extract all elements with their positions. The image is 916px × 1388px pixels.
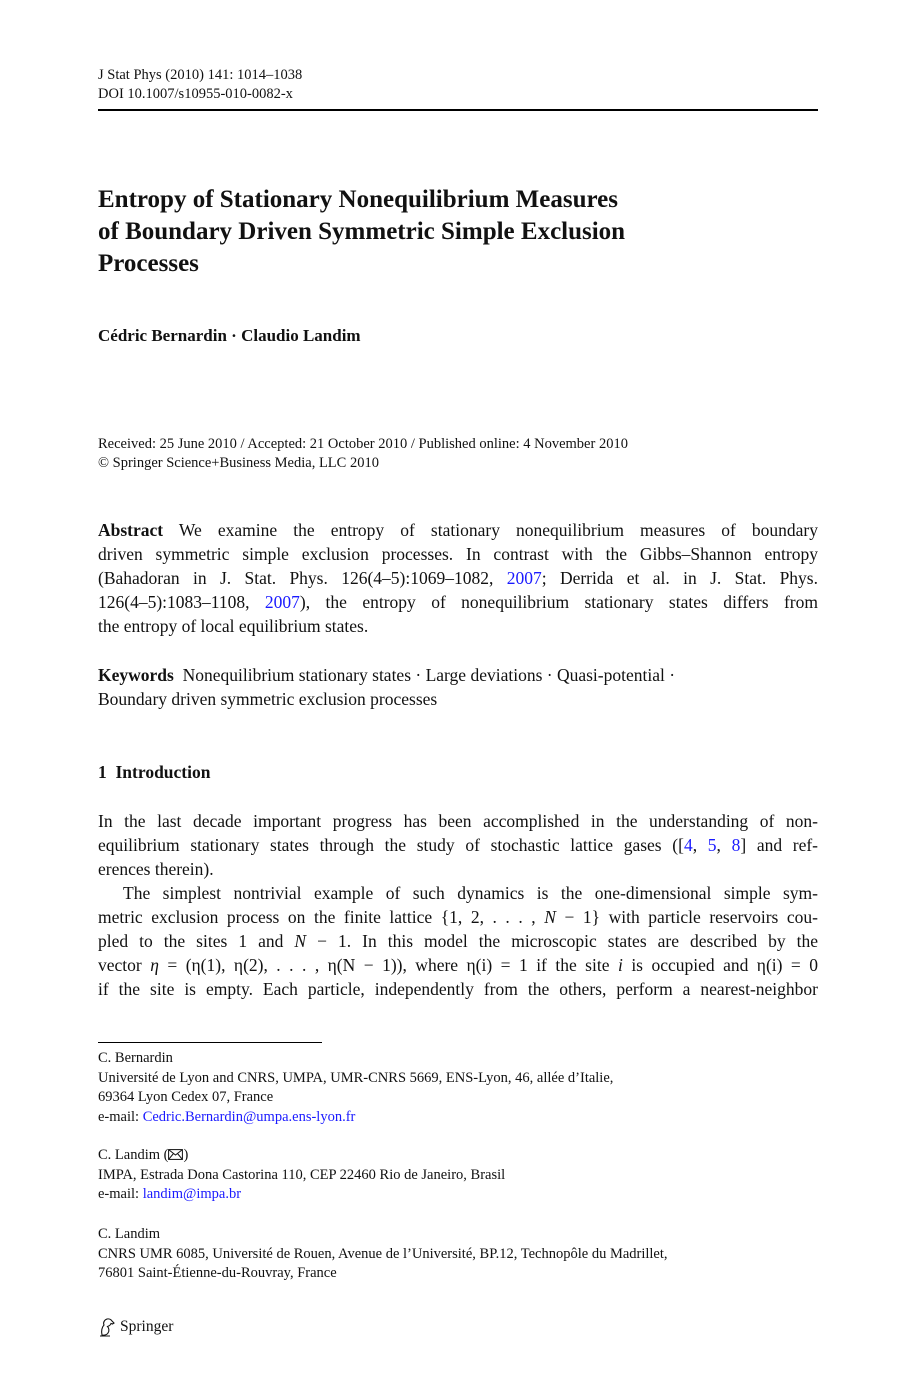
affiliation-name: C. Bernardin	[98, 1050, 173, 1066]
abstract-line-5: the entropy of local equilibrium states.	[98, 616, 369, 636]
footnote-rule	[98, 1042, 322, 1043]
citation-link-2007-a[interactable]: 2007	[506, 568, 542, 588]
intro-paragraph-1	[98, 809, 818, 881]
keywords-line-1: Keywords Nonequilibrium stationary states · Large deviations · Quasi-potential ·	[98, 665, 676, 685]
doi: DOI 10.1007/s10955-010-0082-x	[98, 86, 293, 102]
history-line: Received: 25 June 2010 / Accepted: 21 October 2010 / Published online: 4 November 2010	[98, 436, 628, 452]
affiliation-address: 76801 Saint-Étienne-du-Rouvray, France	[98, 1265, 337, 1281]
section-number: 1	[98, 762, 107, 782]
keywords	[98, 663, 818, 711]
abstract	[98, 518, 818, 638]
keywords-label: Keywords	[98, 665, 174, 685]
springer-horse-icon	[98, 1317, 116, 1337]
abstract-line-4: 126(4–5):1083–1108, 2007), the entropy of nonequilibrium stationary states differs from	[98, 592, 818, 612]
intro-paragraph-2	[98, 881, 818, 1001]
title-line-3: Processes	[98, 250, 199, 277]
citation-link-5[interactable]: 5	[707, 835, 717, 855]
affiliation-landim-impa	[98, 1146, 505, 1205]
title-line-1: Entropy of Stationary Nonequilibrium Measures	[98, 186, 618, 213]
copyright-line: © Springer Science+Business Media, LLC 2010	[98, 455, 379, 471]
affiliation-bernardin	[98, 1049, 613, 1127]
paper-title	[98, 184, 798, 280]
author-list: Cédric Bernardin · Claudio Landim	[98, 326, 361, 345]
intro-line-5: metric exclusion process on the finite lattice {1, 2, . . . , N − 1} with particle reservoirs cou-	[98, 907, 818, 927]
affiliation-name: C. Landim	[98, 1226, 161, 1242]
title-line-2: of Boundary Driven Symmetric Simple Exclusion	[98, 218, 626, 245]
intro-line-7: vector η = (η(1), η(2), . . . , η(N − 1)), where η(i) = 1 if the site i is occupied and η(i) = 0	[98, 955, 819, 975]
intro-line-2: equilibrium stationary states through the study of stochastic lattice gases ([4, 5, 8] and ref-	[98, 835, 819, 855]
intro-line-4: The simplest nontrivial example of such dynamics is the one-dimensional simple sym-	[123, 883, 818, 903]
abstract-line-1: Abstract We examine the entropy of stationary nonequilibrium measures of boundary	[98, 520, 818, 540]
affiliation-address: 69364 Lyon Cedex 07, France	[98, 1089, 274, 1105]
abstract-label: Abstract	[98, 520, 164, 540]
email-link-bernardin[interactable]: Cedric.Bernardin@umpa.ens-lyon.fr	[142, 1108, 356, 1125]
header-rule	[98, 109, 818, 111]
journal-reference: J Stat Phys (2010) 141: 1014–1038	[98, 67, 303, 83]
affiliation-address: IMPA, Estrada Dona Castorina 110, CEP 22460 Rio de Janeiro, Brasil	[98, 1166, 506, 1183]
affiliation-address: CNRS UMR 6085, Université de Rouen, Avenue de l’Université, BP.12, Technopôle du Madrillet,	[98, 1245, 668, 1262]
envelope-icon	[168, 1149, 183, 1160]
publisher-logo	[98, 1316, 173, 1338]
publisher-name: Springer	[120, 1318, 174, 1335]
affiliation-email-line: e-mail: Cedric.Bernardin@umpa.ens-lyon.fr	[98, 1108, 356, 1125]
publication-dates	[98, 435, 628, 473]
email-link-landim[interactable]: landim@impa.br	[142, 1186, 242, 1202]
abstract-line-3: (Bahadoran in J. Stat. Phys. 126(4–5):1069–1082, 2007; Derrida et al. in J. Stat. Phys.	[98, 568, 818, 588]
citation-link-8[interactable]: 8	[731, 835, 741, 855]
intro-line-8: if the site is empty. Each particle, independently from the others, perform a nearest-neighbor	[98, 979, 818, 999]
intro-line-6: pled to the sites 1 and N − 1. In this model the microscopic states are described by the	[98, 931, 819, 951]
affiliation-address: Université de Lyon and CNRS, UMPA, UMR-CNRS 5669, ENS-Lyon, 46, allée d’Italie,	[98, 1069, 614, 1086]
citation-link-4[interactable]: 4	[683, 835, 693, 855]
section-heading	[98, 760, 210, 784]
keywords-line-2: Boundary driven symmetric exclusion processes	[98, 689, 438, 709]
citation-link-2007-b[interactable]: 2007	[264, 592, 300, 612]
affiliation-name: C. Landim ( )	[98, 1147, 189, 1163]
affiliation-landim-rouen	[98, 1225, 668, 1284]
abstract-line-2: driven symmetric simple exclusion processes. In contrast with the Gibbs–Shannon entropy	[98, 544, 818, 564]
intro-line-1: In the last decade important progress has been accomplished in the understanding of non-	[98, 811, 818, 831]
section-title: Introduction	[115, 762, 211, 782]
affiliation-email-line: e-mail: landim@impa.br	[98, 1186, 242, 1202]
intro-line-3: erences therein).	[98, 859, 214, 879]
